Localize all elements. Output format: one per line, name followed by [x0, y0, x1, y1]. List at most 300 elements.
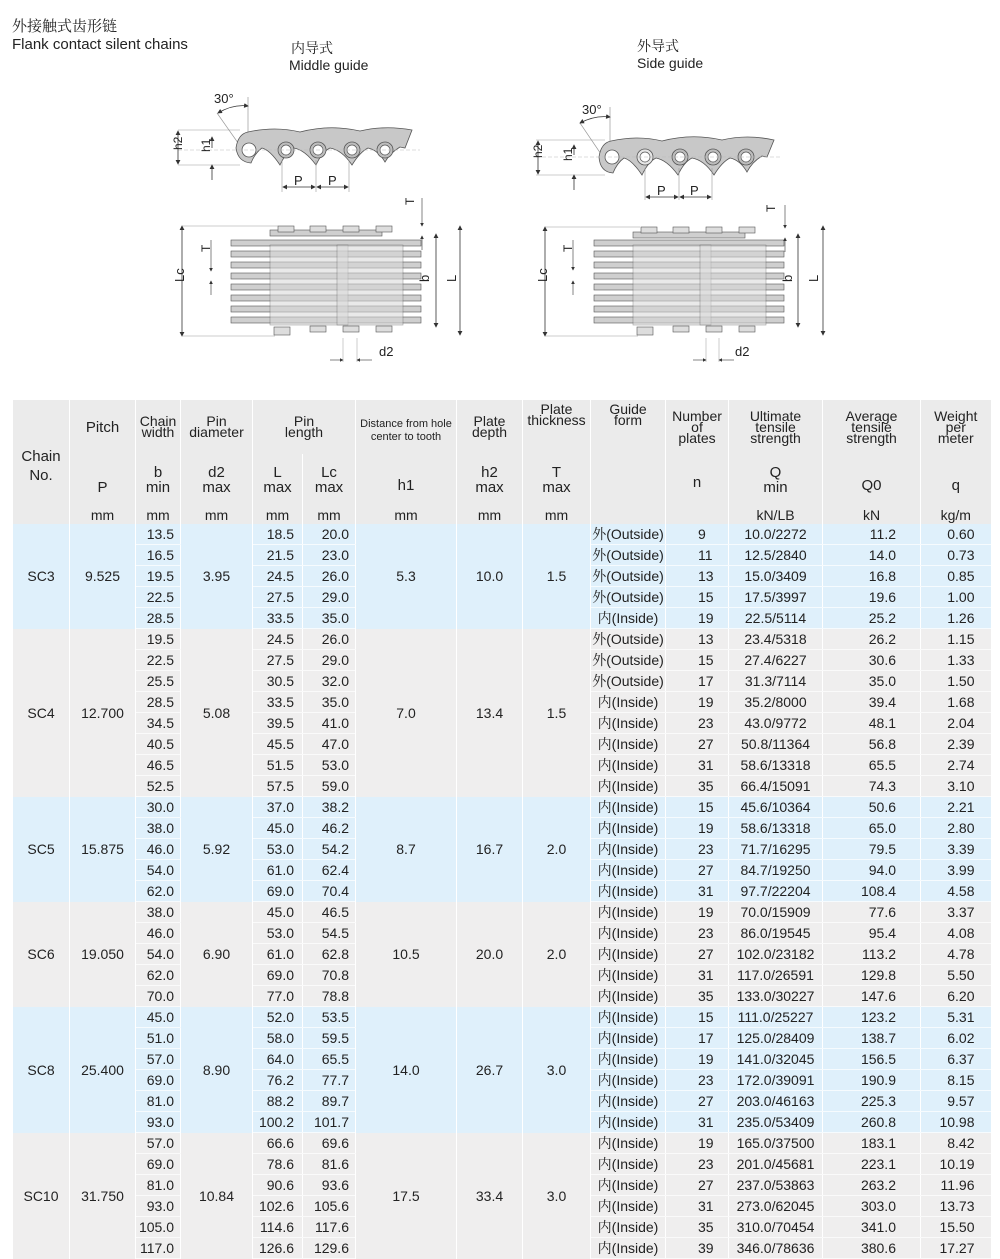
weight-cell: 1.33: [921, 650, 991, 671]
pin-length-l-cell: 45.0: [253, 902, 303, 923]
guide-form-cell: 内(Inside): [591, 1007, 666, 1028]
pin-length-lc-cell: 41.0: [303, 713, 356, 734]
pin-length-l-cell: 52.0: [253, 1007, 303, 1028]
middle-p-label-1: P: [294, 173, 303, 188]
pitch-cell: 12.700: [70, 629, 136, 797]
side-guide-plan-view: [535, 204, 823, 362]
pin-length-lc-cell: 62.4: [303, 860, 356, 881]
average-strength-cell: 223.1: [823, 1154, 921, 1175]
average-strength-cell: 225.3: [823, 1091, 921, 1112]
pin-length-lc-cell: 54.5: [303, 923, 356, 944]
unit-q0: kN: [823, 506, 921, 524]
number-of-plates-cell: 39: [666, 1238, 729, 1259]
plate-thickness-cell: 3.0: [523, 1133, 591, 1259]
ultimate-strength-cell: 172.0/39091: [729, 1070, 823, 1091]
distance-h1-cell: 10.5: [356, 902, 457, 1007]
chain-width-cell: 57.0: [136, 1133, 181, 1154]
weight-cell: 15.50: [921, 1217, 991, 1238]
guide-form-cell: 内(Inside): [591, 734, 666, 755]
header-chain-no: Chain No.: [13, 400, 70, 506]
number-of-plates-cell: 19: [666, 1049, 729, 1070]
pin-length-lc-cell: 129.6: [303, 1238, 356, 1259]
ultimate-strength-cell: 97.7/22204: [729, 881, 823, 902]
guide-form-cell: 内(Inside): [591, 1070, 666, 1091]
average-strength-cell: 11.2: [823, 524, 921, 545]
weight-cell: 4.58: [921, 881, 991, 902]
ultimate-strength-cell: 117.0/26591: [729, 965, 823, 986]
pin-length-lc-cell: 62.8: [303, 944, 356, 965]
chain-width-cell: 25.5: [136, 671, 181, 692]
weight-cell: 2.21: [921, 797, 991, 818]
average-strength-cell: 19.6: [823, 587, 921, 608]
weight-cell: 9.57: [921, 1091, 991, 1112]
ultimate-strength-cell: 235.0/53409: [729, 1112, 823, 1133]
unit-q: kN/LB: [729, 506, 823, 524]
guide-form-cell: 内(Inside): [591, 1133, 666, 1154]
unit-t: mm: [523, 506, 591, 524]
chain-width-cell: 19.5: [136, 566, 181, 587]
guide-form-cell: 内(Inside): [591, 1028, 666, 1049]
guide-form-cell: 外(Outside): [591, 671, 666, 692]
pin-diameter-cell: 8.90: [181, 1007, 253, 1133]
plate-depth-cell: 16.7: [457, 797, 523, 902]
weight-cell: 2.74: [921, 755, 991, 776]
number-of-plates-cell: 15: [666, 650, 729, 671]
chain-width-cell: 30.0: [136, 797, 181, 818]
guide-form-cell: 内(Inside): [591, 1175, 666, 1196]
sym-b: b min: [136, 454, 181, 506]
chain-width-cell: 69.0: [136, 1070, 181, 1091]
chain-width-cell: 117.0: [136, 1238, 181, 1259]
pin-length-l-cell: 126.6: [253, 1238, 303, 1259]
pin-length-l-cell: 53.0: [253, 839, 303, 860]
sym-h1: h1: [356, 454, 457, 506]
weight-cell: 10.98: [921, 1112, 991, 1133]
number-of-plates-cell: 27: [666, 1175, 729, 1196]
ultimate-strength-cell: 45.6/10364: [729, 797, 823, 818]
weight-cell: 3.10: [921, 776, 991, 797]
weight-cell: 17.27: [921, 1238, 991, 1259]
svg-text:T: T: [403, 197, 417, 205]
pitch-cell: 15.875: [70, 797, 136, 902]
side-p-label-1: P: [657, 183, 666, 198]
pin-length-l-cell: 100.2: [253, 1112, 303, 1133]
weight-cell: 6.20: [921, 986, 991, 1007]
ultimate-strength-cell: 71.7/16295: [729, 839, 823, 860]
header-pin-length: Pin length: [253, 400, 356, 454]
plate-thickness-cell: 2.0: [523, 902, 591, 1007]
ultimate-strength-cell: 66.4/15091: [729, 776, 823, 797]
ultimate-strength-cell: 84.7/19250: [729, 860, 823, 881]
chain-group-sc4: [13, 629, 991, 797]
pin-length-lc-cell: 69.6: [303, 1133, 356, 1154]
chain-width-cell: 34.5: [136, 713, 181, 734]
svg-text:L: L: [806, 274, 821, 282]
number-of-plates-cell: 15: [666, 1007, 729, 1028]
guide-form-cell: 内(Inside): [591, 923, 666, 944]
plate-depth-cell: 26.7: [457, 1007, 523, 1133]
guide-form-cell: 内(Inside): [591, 1154, 666, 1175]
pin-length-lc-cell: 78.8: [303, 986, 356, 1007]
weight-cell: 13.73: [921, 1196, 991, 1217]
guide-form-cell: 外(Outside): [591, 524, 666, 545]
sym-h2: h2 max: [457, 454, 523, 506]
pin-diameter-cell: 3.95: [181, 524, 253, 629]
middle-guide-side-view: [171, 91, 420, 192]
side-guide-label-cn: 外导式: [637, 38, 679, 54]
unit-h1: mm: [356, 506, 457, 524]
weight-cell: 2.80: [921, 818, 991, 839]
pin-length-l-cell: 24.5: [253, 629, 303, 650]
ultimate-strength-cell: 346.0/78636: [729, 1238, 823, 1259]
average-strength-cell: 123.2: [823, 1007, 921, 1028]
pin-length-lc-cell: 89.7: [303, 1091, 356, 1112]
header-guide-form: Guide form: [591, 400, 666, 454]
pin-length-l-cell: 24.5: [253, 566, 303, 587]
side-angle-label: 30°: [582, 102, 602, 117]
middle-chain-links: [236, 128, 412, 165]
chain-width-cell: 51.0: [136, 1028, 181, 1049]
average-strength-cell: 25.2: [823, 608, 921, 629]
average-strength-cell: 341.0: [823, 1217, 921, 1238]
pin-length-l-cell: 33.5: [253, 692, 303, 713]
middle-guide-label-cn: 内导式: [291, 40, 333, 56]
pin-length-l-cell: 21.5: [253, 545, 303, 566]
guide-form-cell: 内(Inside): [591, 839, 666, 860]
ultimate-strength-cell: 237.0/53863: [729, 1175, 823, 1196]
guide-form-cell: 内(Inside): [591, 692, 666, 713]
chain-width-cell: 22.5: [136, 650, 181, 671]
average-strength-cell: 56.8: [823, 734, 921, 755]
average-strength-cell: 65.0: [823, 818, 921, 839]
weight-cell: 3.37: [921, 902, 991, 923]
average-strength-cell: 79.5: [823, 839, 921, 860]
chain-width-cell: 46.5: [136, 755, 181, 776]
header-plate-thickness: Plate thickness: [523, 400, 591, 454]
number-of-plates-cell: 31: [666, 965, 729, 986]
plate-depth-cell: 10.0: [457, 524, 523, 629]
svg-text:b: b: [417, 274, 432, 282]
chain-no-cell: SC4: [13, 629, 70, 797]
pin-length-l-cell: 77.0: [253, 986, 303, 1007]
pin-diameter-cell: 5.08: [181, 629, 253, 797]
average-strength-cell: 26.2: [823, 629, 921, 650]
number-of-plates-cell: 13: [666, 566, 729, 587]
guide-form-cell: 内(Inside): [591, 776, 666, 797]
chain-width-cell: 13.5: [136, 524, 181, 545]
header-pitch: Pitch: [70, 400, 136, 454]
number-of-plates-cell: 23: [666, 923, 729, 944]
pin-length-l-cell: 51.5: [253, 755, 303, 776]
number-of-plates-cell: 23: [666, 1070, 729, 1091]
pin-length-l-cell: 39.5: [253, 713, 303, 734]
weight-cell: 4.08: [921, 923, 991, 944]
number-of-plates-cell: 31: [666, 1112, 729, 1133]
chain-width-cell: 62.0: [136, 881, 181, 902]
weight-cell: 1.26: [921, 608, 991, 629]
number-of-plates-cell: 15: [666, 587, 729, 608]
average-strength-cell: 94.0: [823, 860, 921, 881]
ultimate-strength-cell: 27.4/6227: [729, 650, 823, 671]
side-p-label-2: P: [690, 183, 699, 198]
weight-cell: 4.78: [921, 944, 991, 965]
weight-cell: 0.60: [921, 524, 991, 545]
unit-d2: mm: [181, 506, 253, 524]
unit-b: mm: [136, 506, 181, 524]
header-weight: Weight per meter: [921, 400, 991, 454]
unit-guide: [591, 506, 666, 524]
svg-text:T: T: [561, 244, 575, 252]
svg-text:Lc: Lc: [172, 268, 187, 282]
pin-length-l-cell: 18.5: [253, 524, 303, 545]
weight-cell: 8.42: [921, 1133, 991, 1154]
pin-length-lc-cell: 105.6: [303, 1196, 356, 1217]
side-d2-label: d2: [735, 344, 750, 359]
side-guide-side-view: [531, 102, 780, 200]
chain-no-cell: SC6: [13, 902, 70, 1007]
ultimate-strength-cell: 58.6/13318: [729, 755, 823, 776]
chain-width-cell: 52.5: [136, 776, 181, 797]
side-guide-label-en: Side guide: [637, 55, 704, 71]
pin-length-lc-cell: 26.0: [303, 566, 356, 587]
average-strength-cell: 129.8: [823, 965, 921, 986]
chain-width-cell: 54.0: [136, 944, 181, 965]
chain-no-cell: SC3: [13, 524, 70, 629]
average-strength-cell: 260.8: [823, 1112, 921, 1133]
pin-length-l-cell: 69.0: [253, 881, 303, 902]
weight-cell: 3.39: [921, 839, 991, 860]
average-strength-cell: 30.6: [823, 650, 921, 671]
guide-form-cell: 内(Inside): [591, 965, 666, 986]
guide-form-cell: 外(Outside): [591, 587, 666, 608]
pin-length-l-cell: 61.0: [253, 860, 303, 881]
pin-length-l-cell: 88.2: [253, 1091, 303, 1112]
header-ultimate-tensile: Ultimate tensile strength: [729, 400, 823, 454]
guide-form-cell: 内(Inside): [591, 818, 666, 839]
number-of-plates-cell: 35: [666, 776, 729, 797]
sym-q0: Q0: [823, 454, 921, 506]
pin-length-lc-cell: 93.6: [303, 1175, 356, 1196]
number-of-plates-cell: 31: [666, 881, 729, 902]
average-strength-cell: 39.4: [823, 692, 921, 713]
pin-length-l-cell: 66.6: [253, 1133, 303, 1154]
pin-length-lc-cell: 59.0: [303, 776, 356, 797]
weight-cell: 2.39: [921, 734, 991, 755]
ultimate-strength-cell: 111.0/25227: [729, 1007, 823, 1028]
weight-cell: 11.96: [921, 1175, 991, 1196]
chain-width-cell: 46.0: [136, 839, 181, 860]
pin-diameter-cell: 6.90: [181, 902, 253, 1007]
table-row: [13, 629, 991, 650]
pin-length-lc-cell: 23.0: [303, 545, 356, 566]
ultimate-strength-cell: 310.0/70454: [729, 1217, 823, 1238]
guide-form-cell: 外(Outside): [591, 545, 666, 566]
pin-length-lc-cell: 117.6: [303, 1217, 356, 1238]
chain-width-cell: 69.0: [136, 1154, 181, 1175]
average-strength-cell: 183.1: [823, 1133, 921, 1154]
pin-length-lc-cell: 101.7: [303, 1112, 356, 1133]
number-of-plates-cell: 27: [666, 734, 729, 755]
pin-length-lc-cell: 26.0: [303, 629, 356, 650]
weight-cell: 6.02: [921, 1028, 991, 1049]
unit-pitch: mm: [70, 506, 136, 524]
svg-text:b: b: [780, 274, 795, 282]
pitch-cell: 31.750: [70, 1133, 136, 1259]
pin-length-lc-cell: 70.8: [303, 965, 356, 986]
distance-h1-cell: 5.3: [356, 524, 457, 629]
plate-thickness-cell: 2.0: [523, 797, 591, 902]
pin-length-l-cell: 45.0: [253, 818, 303, 839]
weight-cell: 1.50: [921, 671, 991, 692]
average-strength-cell: 263.2: [823, 1175, 921, 1196]
chain-width-cell: 38.0: [136, 902, 181, 923]
distance-h1-cell: 7.0: [356, 629, 457, 797]
pin-length-lc-cell: 20.0: [303, 524, 356, 545]
pin-length-l-cell: 30.5: [253, 671, 303, 692]
weight-cell: 0.73: [921, 545, 991, 566]
pin-length-lc-cell: 38.2: [303, 797, 356, 818]
chain-width-cell: 22.5: [136, 587, 181, 608]
chain-width-cell: 45.0: [136, 1007, 181, 1028]
pin-length-l-cell: 64.0: [253, 1049, 303, 1070]
weight-cell: 5.50: [921, 965, 991, 986]
chain-width-cell: 28.5: [136, 692, 181, 713]
weight-cell: 1.15: [921, 629, 991, 650]
number-of-plates-cell: 23: [666, 713, 729, 734]
table-row: [13, 902, 991, 923]
title-english: Flank contact silent chains: [12, 36, 188, 53]
number-of-plates-cell: 19: [666, 692, 729, 713]
ultimate-strength-cell: 22.5/5114: [729, 608, 823, 629]
middle-p-label-2: P: [328, 173, 337, 188]
guide-form-cell: 内(Inside): [591, 608, 666, 629]
header-average-tensile: Average tensile strength: [823, 400, 921, 454]
ultimate-strength-cell: 86.0/19545: [729, 923, 823, 944]
pin-length-lc-cell: 81.6: [303, 1154, 356, 1175]
number-of-plates-cell: 31: [666, 755, 729, 776]
weight-cell: 0.85: [921, 566, 991, 587]
pin-diameter-cell: 5.92: [181, 797, 253, 902]
chain-width-cell: 81.0: [136, 1091, 181, 1112]
weight-cell: 1.68: [921, 692, 991, 713]
chain-width-cell: 16.5: [136, 545, 181, 566]
average-strength-cell: 113.2: [823, 944, 921, 965]
ultimate-strength-cell: 273.0/62045: [729, 1196, 823, 1217]
middle-guide-label-en: Middle guide: [289, 57, 369, 73]
ultimate-strength-cell: 141.0/32045: [729, 1049, 823, 1070]
sym-l: L max: [253, 454, 303, 506]
pin-length-lc-cell: 32.0: [303, 671, 356, 692]
ultimate-strength-cell: 12.5/2840: [729, 545, 823, 566]
sym-d2: d2 max: [181, 454, 253, 506]
ultimate-strength-cell: 133.0/30227: [729, 986, 823, 1007]
weight-cell: 8.15: [921, 1070, 991, 1091]
chain-width-cell: 105.0: [136, 1217, 181, 1238]
sym-n: n: [666, 454, 729, 506]
svg-text:h2: h2: [531, 144, 545, 158]
table-row: [13, 797, 991, 818]
number-of-plates-cell: 9: [666, 524, 729, 545]
guide-form-cell: 内(Inside): [591, 1112, 666, 1133]
unit-qw: kg/m: [921, 506, 991, 524]
ultimate-strength-cell: 58.6/13318: [729, 818, 823, 839]
chain-width-cell: 19.5: [136, 629, 181, 650]
average-strength-cell: 108.4: [823, 881, 921, 902]
pin-length-l-cell: 27.5: [253, 650, 303, 671]
ultimate-strength-cell: 125.0/28409: [729, 1028, 823, 1049]
number-of-plates-cell: 15: [666, 797, 729, 818]
pin-length-lc-cell: 46.5: [303, 902, 356, 923]
sym-lc: Lc max: [303, 454, 356, 506]
chain-no-cell: SC5: [13, 797, 70, 902]
pin-length-l-cell: 61.0: [253, 944, 303, 965]
number-of-plates-cell: 19: [666, 608, 729, 629]
guide-form-cell: 内(Inside): [591, 1091, 666, 1112]
svg-text:h1: h1: [199, 138, 213, 152]
average-strength-cell: 138.7: [823, 1028, 921, 1049]
average-strength-cell: 380.6: [823, 1238, 921, 1259]
number-of-plates-cell: 17: [666, 1028, 729, 1049]
middle-d2-label: d2: [379, 344, 394, 359]
guide-form-cell: 内(Inside): [591, 986, 666, 1007]
unit-h2: mm: [457, 506, 523, 524]
unit-lc: mm: [303, 506, 356, 524]
pin-length-l-cell: 33.5: [253, 608, 303, 629]
chain-width-cell: 57.0: [136, 1049, 181, 1070]
sym-qw: q: [921, 454, 991, 506]
average-strength-cell: 65.5: [823, 755, 921, 776]
sym-guide: [591, 454, 666, 506]
header-pin-diameter: Pin diameter: [181, 400, 253, 454]
pin-length-lc-cell: 77.7: [303, 1070, 356, 1091]
spec-table: [12, 400, 991, 1259]
svg-text:T: T: [764, 204, 778, 212]
pin-length-lc-cell: 47.0: [303, 734, 356, 755]
svg-text:h2: h2: [171, 136, 185, 150]
pin-length-lc-cell: 53.0: [303, 755, 356, 776]
distance-h1-cell: 17.5: [356, 1133, 457, 1259]
weight-cell: 1.00: [921, 587, 991, 608]
number-of-plates-cell: 31: [666, 1196, 729, 1217]
ultimate-strength-cell: 70.0/15909: [729, 902, 823, 923]
header-distance: Distance from hole center to tooth: [356, 400, 457, 454]
ultimate-strength-cell: 31.3/7114: [729, 671, 823, 692]
pin-length-lc-cell: 29.0: [303, 650, 356, 671]
pin-length-lc-cell: 46.2: [303, 818, 356, 839]
pitch-cell: 9.525: [70, 524, 136, 629]
plate-thickness-cell: 1.5: [523, 524, 591, 629]
guide-form-cell: 内(Inside): [591, 1217, 666, 1238]
svg-text:Lc: Lc: [535, 268, 550, 282]
pin-length-l-cell: 69.0: [253, 965, 303, 986]
sym-q: Q min: [729, 454, 823, 506]
ultimate-strength-cell: 10.0/2272: [729, 524, 823, 545]
pin-length-l-cell: 114.6: [253, 1217, 303, 1238]
distance-h1-cell: 8.7: [356, 797, 457, 902]
average-strength-cell: 95.4: [823, 923, 921, 944]
pin-length-l-cell: 102.6: [253, 1196, 303, 1217]
ultimate-strength-cell: 165.0/37500: [729, 1133, 823, 1154]
average-strength-cell: 303.0: [823, 1196, 921, 1217]
pin-length-lc-cell: 59.5: [303, 1028, 356, 1049]
plate-depth-cell: 13.4: [457, 629, 523, 797]
sym-t: T max: [523, 454, 591, 506]
chain-width-cell: 81.0: [136, 1175, 181, 1196]
pin-length-l-cell: 90.6: [253, 1175, 303, 1196]
weight-cell: 10.19: [921, 1154, 991, 1175]
number-of-plates-cell: 19: [666, 902, 729, 923]
middle-angle-label: 30°: [214, 91, 234, 106]
